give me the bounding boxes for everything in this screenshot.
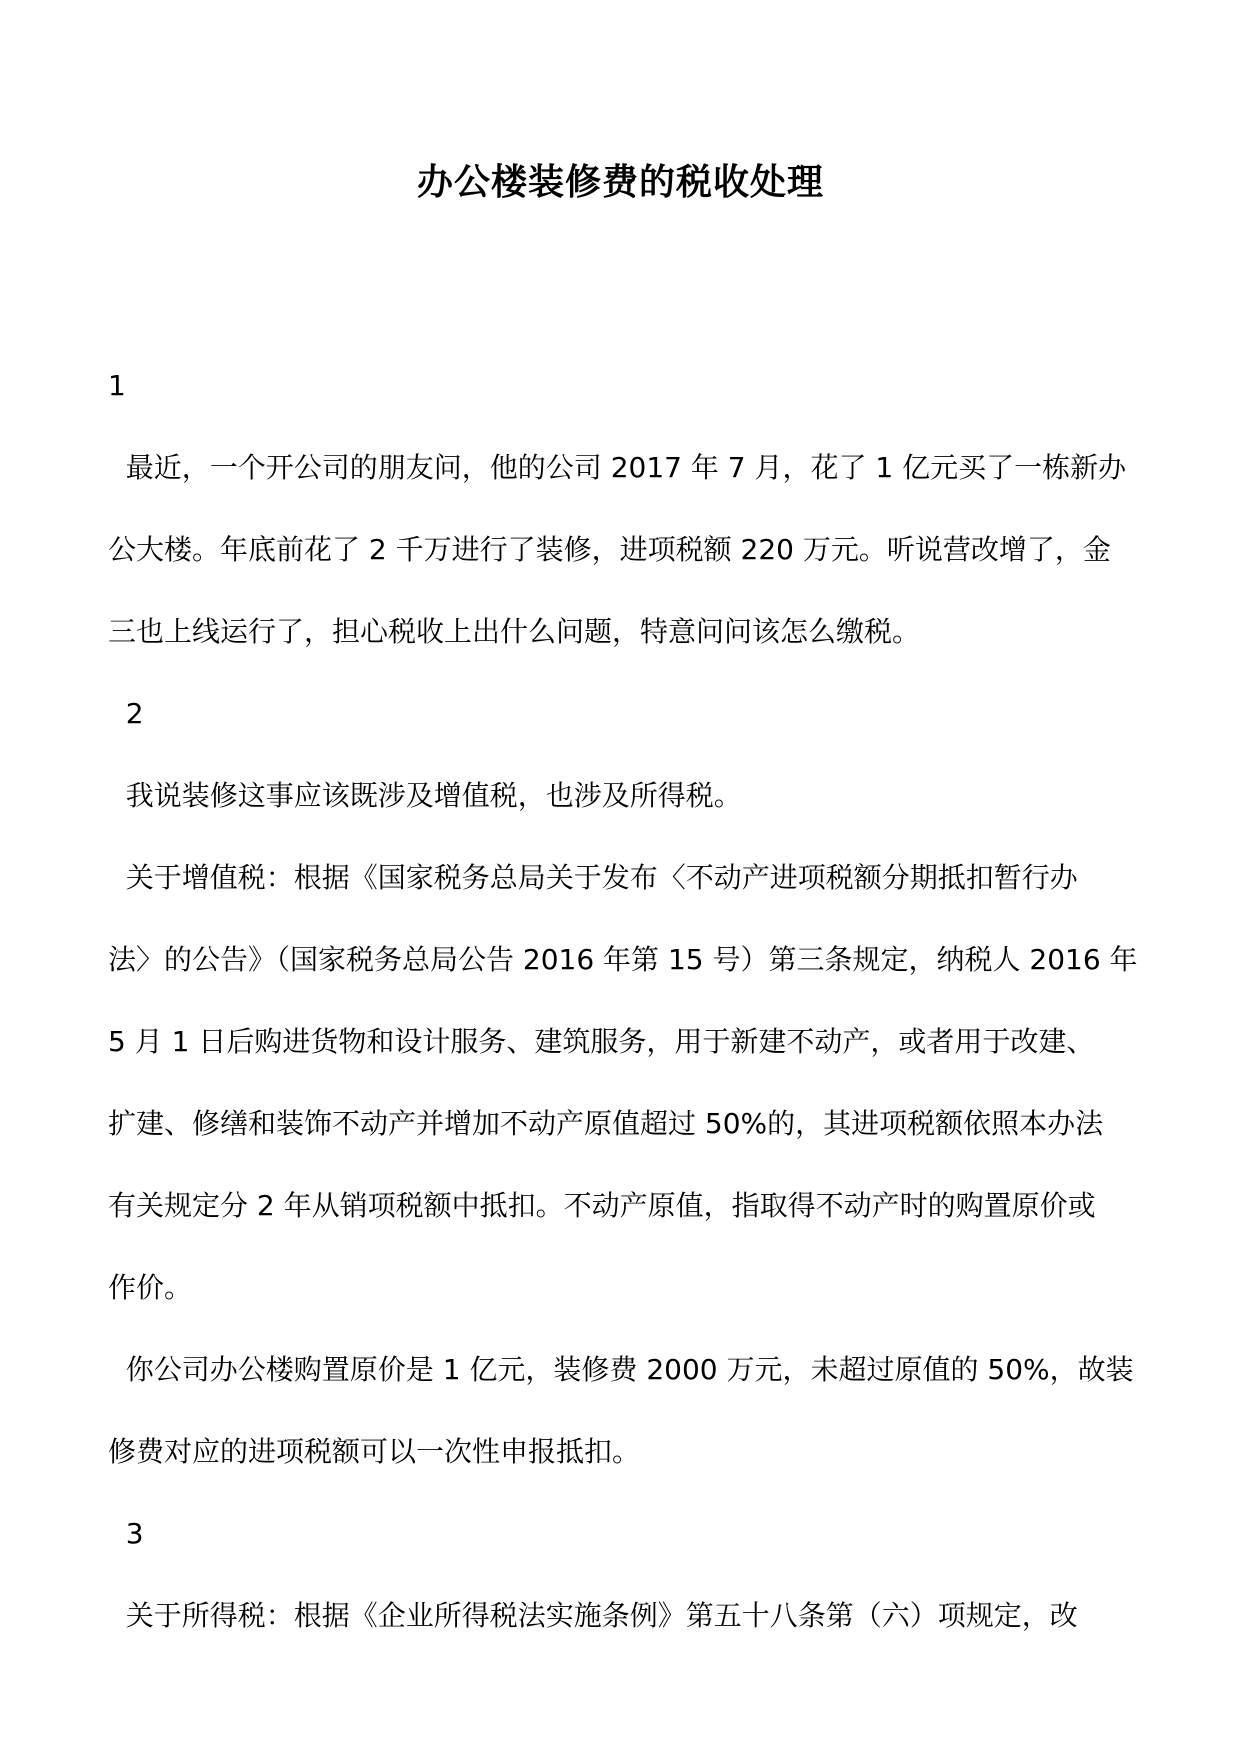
- body-line: 关于增值税：根据《国家税务总局关于发布〈不动产进项税额分期抵扣暂行办: [108, 861, 1078, 894]
- body-line: 有关规定分 2 年从销项税额中抵扣。不动产原值，指取得不动产时的购置原价或: [108, 1189, 1096, 1222]
- body-line: 三也上线运行了，担心税收上出什么问题，特意问问该怎么缴税。: [108, 615, 921, 648]
- paragraph-number-3: 3: [108, 1517, 144, 1550]
- body-line: 关于所得税：根据《企业所得税法实施条例》第五十八条第（六）项规定，改: [108, 1599, 1078, 1632]
- paragraph-number-1: 1: [108, 369, 126, 402]
- paragraph-number-2: 2: [108, 697, 144, 730]
- body-line: 最近，一个开公司的朋友问，他的公司 2017 年 7 月，花了 1 亿元买了一栋新办: [108, 451, 1127, 484]
- document-body: [108, 345, 1138, 1657]
- body-line: 公大楼。年底前花了 2 千万进行了装修，进项税额 220 万元。听说营改增了，金: [108, 533, 1111, 566]
- body-line: 扩建、修缮和装饰不动产并增加不动产原值超过 50%的，其进项税额依照本办法: [108, 1107, 1104, 1140]
- body-line: 你公司办公楼购置原价是 1 亿元，装修费 2000 万元，未超过原值的 50%，故装: [108, 1353, 1134, 1386]
- document-title: 办公楼装修费的税收处理: [416, 161, 824, 203]
- body-line: 法〉的公告》（国家税务总局公告 2016 年第 15 号）第三条规定，纳税人 2016 年: [108, 943, 1138, 976]
- body-line: 5 月 1 日后购进货物和设计服务、建筑服务，用于新建不动产，或者用于改建、: [108, 1025, 1095, 1058]
- body-line: 修费对应的进项税额可以一次性申报抵扣。: [108, 1435, 641, 1468]
- body-line: 作价。: [108, 1271, 193, 1304]
- body-line: 我说装修这事应该既涉及增值税，也涉及所得税。: [108, 779, 742, 812]
